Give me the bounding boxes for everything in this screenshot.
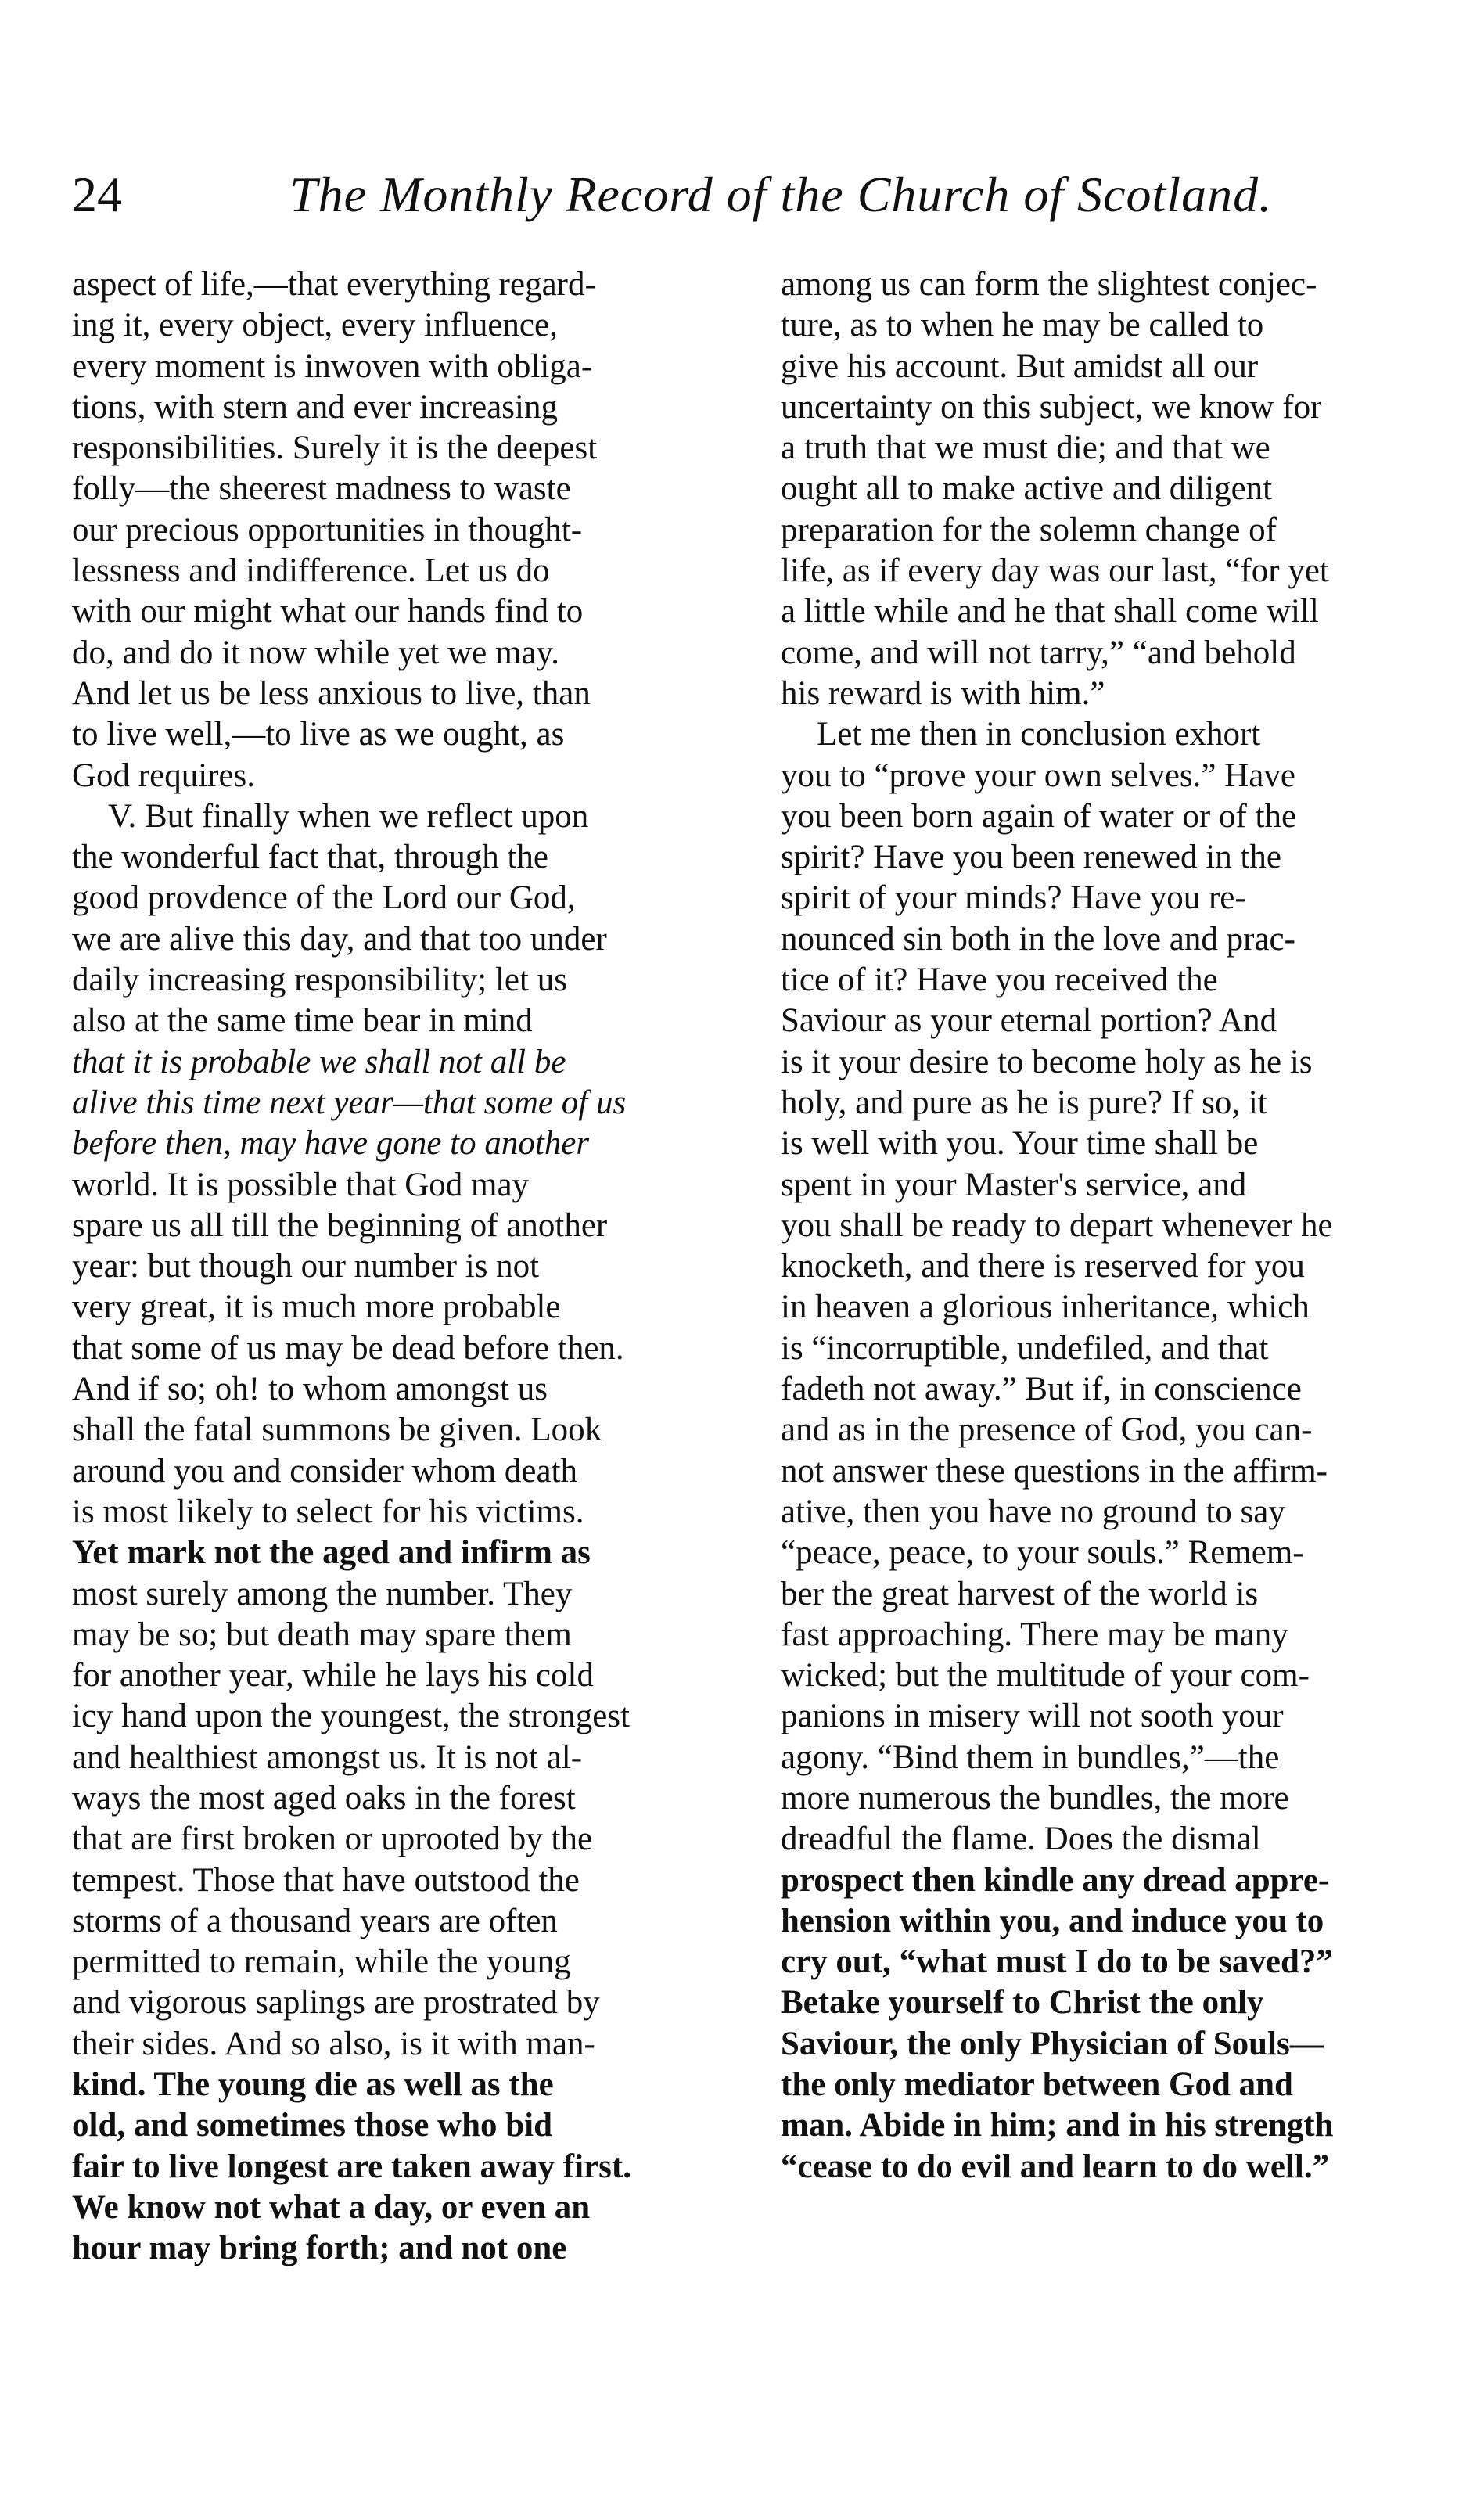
text-line: among us can form the slightest conjec- [781, 266, 1317, 303]
text-line: aspect of life,—that everything regard- [72, 266, 596, 303]
text-line: daily increasing responsibility; let us [72, 962, 567, 999]
text-line: our precious opportunities in thought- [72, 511, 583, 548]
text-line: come, and will not tarry,” “and behold [781, 634, 1296, 671]
text-line: not answer these questions in the affirm- [781, 1452, 1328, 1490]
text-line: lessness and indifference. Let us do [72, 552, 550, 590]
text-line: give his account. But amidst all our [781, 347, 1259, 385]
text-line: that it is probable we shall not all be [72, 1043, 566, 1080]
text-line: shall the fatal summons be given. Look [72, 1411, 602, 1449]
text-line: folly—the sheerest madness to waste [72, 470, 571, 508]
text-line: Betake yourself to Christ the only [781, 1984, 1264, 2022]
text-line: V. But finally when we reflect upon [108, 797, 589, 835]
text-line: man. Abide in him; and in his strength [781, 2107, 1334, 2144]
text-line: more numerous the bundles, the more [781, 1779, 1289, 1817]
text-line: good provdence of the Lord our God, [72, 879, 576, 917]
text-line: a truth that we must die; and that we [781, 430, 1270, 467]
text-line: ing it, every object, every influence, [72, 307, 558, 344]
text-line: that are first broken or uprooted by the [72, 1821, 593, 1858]
text-line: dreadful the flame. Does the dismal [781, 1821, 1261, 1858]
text-line: we are alive this day, and that too under [72, 920, 607, 958]
text-line: and as in the presence of God, you can- [781, 1411, 1313, 1449]
text-line: knocketh, and there is reserved for you [781, 1248, 1305, 1285]
text-line: storms of a thousand years are often [72, 1902, 558, 1939]
text-line: spent in your Master's service, and [781, 1166, 1247, 1203]
text-line: ber the great harvest of the world is [781, 1575, 1259, 1612]
text-line: every moment is inwoven with obliga- [72, 347, 593, 385]
text-line: Let me then in conclusion exhort [817, 716, 1261, 753]
text-line: around you and consider whom death [72, 1452, 578, 1490]
text-line: ought all to make active and diligent [781, 470, 1273, 508]
text-line: life, as if every day was our last, “for yet [781, 552, 1329, 590]
text-line: most surely among the number. They [72, 1575, 573, 1612]
text-line: world. It is possible that God may [72, 1166, 530, 1203]
text-line: And if so; oh! to whom amongst us [72, 1371, 548, 1408]
text-line: year: but though our number is not [72, 1248, 540, 1285]
text-line: “peace, peace, to your souls.” Remem- [781, 1534, 1304, 1572]
text-line: We know not what a day, or even an [72, 2188, 591, 2226]
text-line: ative, then you have no ground to say [781, 1493, 1285, 1530]
text-line: and vigorous saplings are prostrated by [72, 1984, 600, 2022]
text-line: alive this time next year—that some of us [72, 1084, 627, 1121]
text-line: permitted to remain, while the young [72, 1943, 571, 1981]
text-line: their sides. And so also, is it with man- [72, 2025, 595, 2062]
text-line: nounced sin both in the love and prac- [781, 920, 1295, 958]
text-line: God requires. [72, 757, 256, 794]
text-line: preparation for the solemn change of [781, 511, 1277, 548]
text-line: Yet mark not the aged and infirm as [72, 1534, 591, 1572]
text-line: that some of us may be dead before then. [72, 1329, 624, 1367]
text-line: for another year, while he lays his cold [72, 1657, 594, 1695]
text-line: uncertainty on this subject, we know for [781, 388, 1322, 426]
text-line: fast approaching. There may be many [781, 1616, 1288, 1653]
text-line: old, and sometimes those who bid [72, 2107, 553, 2144]
text-line: do, and do it now while yet we may. [72, 634, 559, 671]
text-line: tice of it? Have you received the [781, 962, 1218, 999]
text-line: with our might what our hands find to [72, 593, 584, 631]
text-line: Saviour, the only Physician of Souls— [781, 2025, 1324, 2062]
text-line: you to “prove your own selves.” Have [781, 757, 1295, 794]
text-line: spare us all till the beginning of another [72, 1206, 608, 1244]
text-line: fair to live longest are taken away first. [72, 2148, 631, 2185]
text-line: holy, and pure as he is pure? If so, it [781, 1084, 1267, 1121]
text-line: and healthiest amongst us. It is not al- [72, 1738, 583, 1776]
text-line: kind. The young die as well as the [72, 2066, 554, 2104]
text-line: cry out, “what must I do to be saved?” [781, 1943, 1333, 1981]
text-line: ture, as to when he may be called to [781, 307, 1264, 344]
text-line: to live well,—to live as we ought, as [72, 716, 565, 753]
text-line: very great, it is much more probable [72, 1289, 561, 1326]
text-line: the wonderful fact that, through the [72, 839, 548, 876]
text-line: you been born again of water or of the [781, 797, 1297, 835]
page-number: 24 [72, 167, 122, 222]
text-line: is most likely to select for his victims. [72, 1493, 584, 1530]
right-column [781, 264, 1424, 2187]
text-line: ways the most aged oaks in the forest [72, 1779, 576, 1817]
text-line: panions in misery will not sooth your [781, 1698, 1284, 1735]
text-line: Saviour as your eternal portion? And [781, 1002, 1277, 1040]
text-line: spirit? Have you been renewed in the [781, 839, 1281, 876]
text-line: spirit of your minds? Have you re- [781, 879, 1246, 917]
text-line: is well with you. Your time shall be [781, 1125, 1259, 1163]
text-line: fadeth not away.” But if, in conscience [781, 1371, 1302, 1408]
text-line: is “incorruptible, undefiled, and that [781, 1329, 1269, 1367]
text-line: responsibilities. Surely it is the deepest [72, 430, 598, 467]
text-line: the only mediator between God and [781, 2066, 1293, 2104]
text-line: wicked; but the multitude of your com- [781, 1657, 1310, 1695]
text-line: is it your desire to become holy as he is [781, 1043, 1313, 1080]
page-header [72, 161, 1410, 232]
left-column [72, 264, 749, 2270]
text-line: And let us be less anxious to live, than [72, 674, 591, 712]
text-line: “cease to do evil and learn to do well.” [781, 2148, 1330, 2185]
text-line: icy hand upon the youngest, the strongest [72, 1698, 630, 1735]
running-title: The Monthly Record of the Church of Scotland. [289, 167, 1273, 222]
text-line: before then, may have gone to another [72, 1125, 590, 1163]
text-line: a little while and he that shall come will [781, 593, 1319, 631]
text-line: tempest. Those that have outstood the [72, 1861, 580, 1899]
text-line: also at the same time bear in mind [72, 1002, 533, 1040]
text-line: tions, with stern and ever increasing [72, 388, 558, 426]
text-line: hour may bring forth; and not one [72, 2230, 567, 2267]
text-line: his reward is with him.” [781, 674, 1105, 712]
text-line: agony. “Bind them in bundles,”—the [781, 1738, 1280, 1776]
text-line: you shall be ready to depart whenever he [781, 1206, 1333, 1244]
text-line: may be so; but death may spare them [72, 1616, 572, 1653]
text-line: hension within you, and induce you to [781, 1902, 1324, 1939]
text-line: in heaven a glorious inheritance, which [781, 1289, 1310, 1326]
text-line: prospect then kindle any dread appre- [781, 1861, 1330, 1899]
